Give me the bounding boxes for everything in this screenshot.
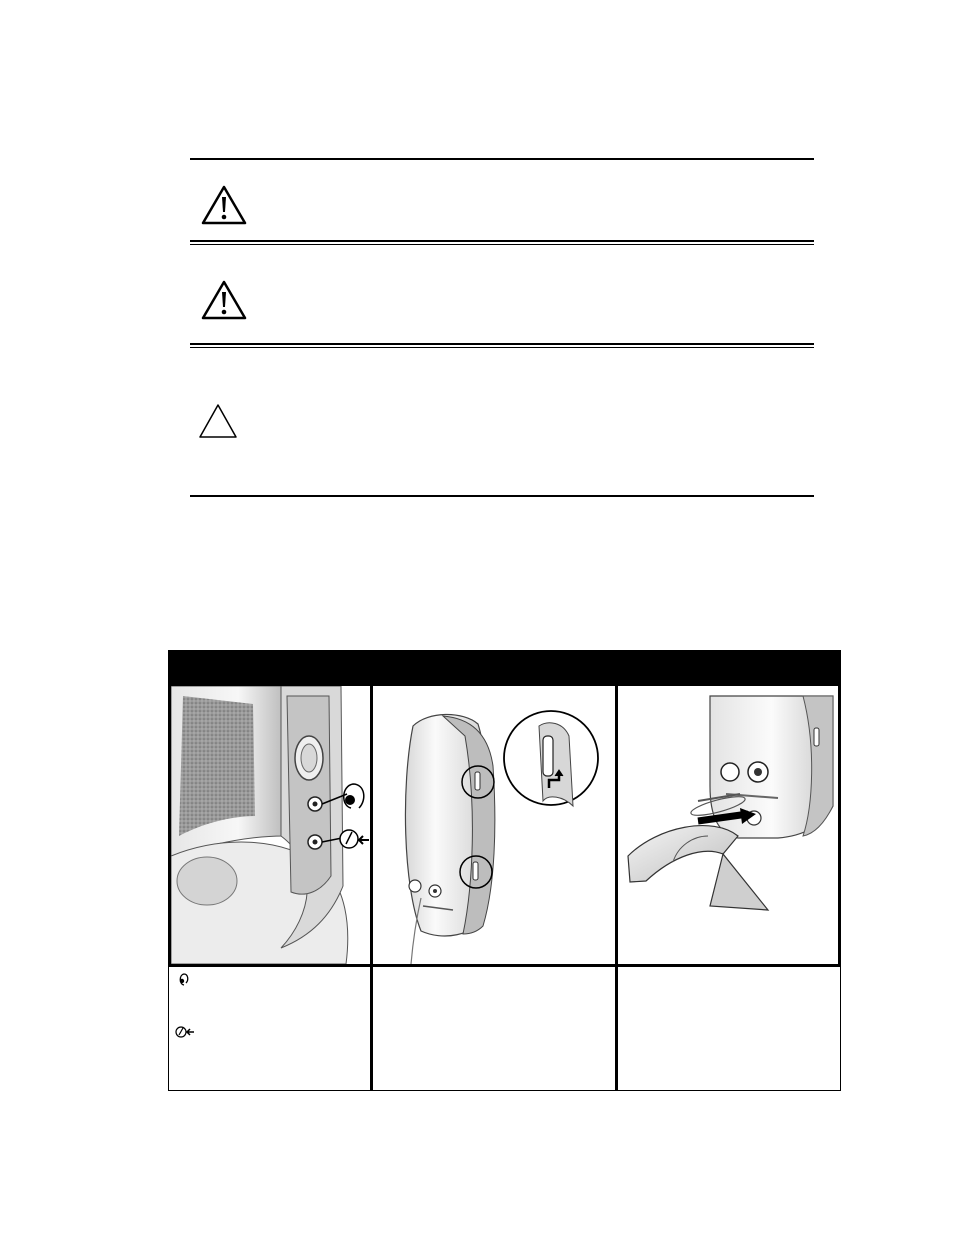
- headphone-jack-icon: [176, 971, 192, 987]
- warning-1-bottom-rule: [190, 240, 814, 242]
- warning-2-bottom-rule: [190, 343, 814, 345]
- speaker-mounting-slots-illustration: [373, 686, 615, 964]
- table-image-row-bottom-border: [168, 964, 841, 967]
- warning-triangle-icon: [200, 279, 248, 321]
- audio-input-jack-icon: [175, 1025, 195, 1039]
- caution-triangle-icon: [197, 402, 239, 440]
- table-header-bar: [168, 650, 841, 686]
- caution-top-rule: [190, 347, 814, 348]
- table-right-border: [838, 686, 841, 966]
- warning-1-top-rule: [190, 158, 814, 160]
- caution-bottom-rule: [190, 495, 814, 497]
- speaker-stand-attach-illustration: [618, 686, 838, 964]
- warning-triangle-icon: [200, 184, 248, 226]
- speaker-jacks-illustration: [171, 686, 370, 964]
- warning-2-top-rule: [190, 244, 814, 245]
